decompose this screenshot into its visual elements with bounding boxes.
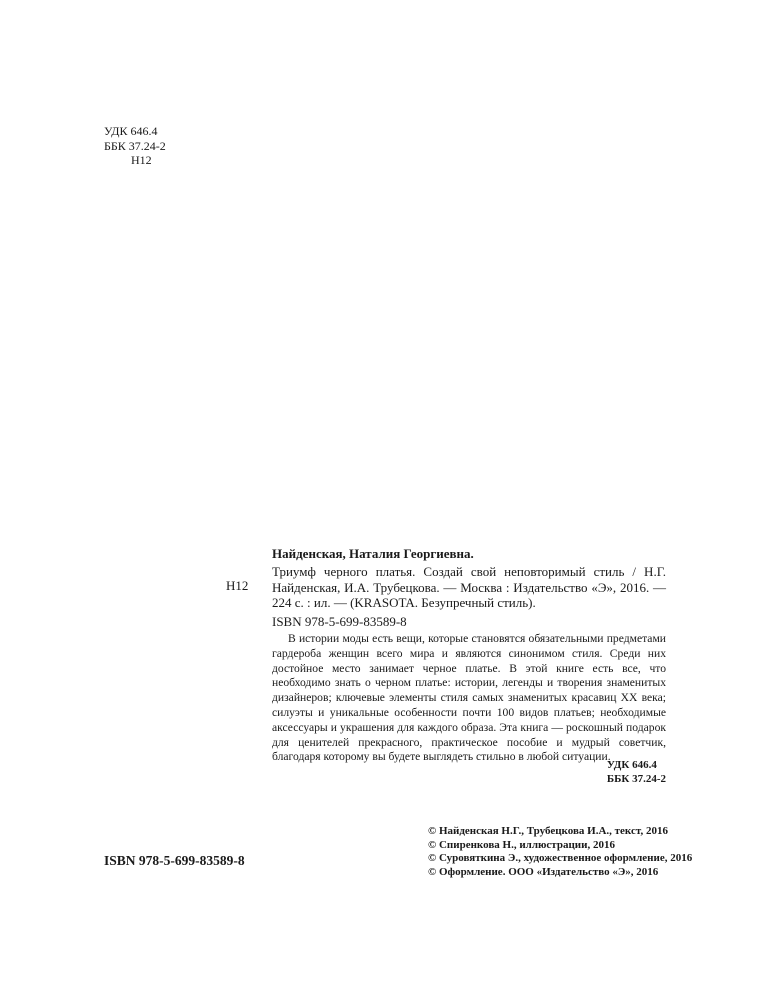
copyright-line: © Найденская Н.Г., Трубецкова И.А., текст, 2016 <box>428 825 668 837</box>
copyright-line: © Спиренкова Н., иллюстрации, 2016 <box>428 838 615 851</box>
book-annotation: В истории моды есть вещи, которые становятся обязательными предметами гардероба женщин всего мира и являются синонимом стиля. Среди них достойное место занимает черное платье. В этой книге есть все, что необходимо знать о черном платье: истории, легенды и творения знаменитых дизайнеров; ключевые элементы стиля самых знаменитых красавиц XX века; силуэты и уникальные особенности почти 100 видов платьев; необходимые аксессуары и украшения для каждого образа. Эта книга — роскошный подарок для ценителей прекрасного, практическое пособие и мудрый советчик, благодаря которому вы будете выглядеть стильно в любой ситуации. <box>272 632 666 764</box>
catalog-author: Найденская, Наталия Георгиевна. <box>272 546 474 561</box>
catalog-author-mark: Н12 <box>226 578 249 593</box>
copyright-line: © Суровяткина Э., художественное оформление, 2016 <box>428 852 693 864</box>
catalog-bbk: ББК 37.24-2 <box>606 772 666 785</box>
bbk-code: ББК 37.24-2 <box>104 138 166 153</box>
classification-block-bottom <box>607 759 666 786</box>
udk-code: УДК 646.4 <box>104 124 158 138</box>
isbn-bottom: ISBN 978-5-699-83589-8 <box>104 853 245 868</box>
copyright-line: © Оформление. ООО «Издательство «Э», 2016 <box>428 865 659 878</box>
copyright-block <box>428 825 692 879</box>
author-mark: Н12 <box>131 153 152 167</box>
classification-block-top <box>104 124 166 168</box>
bibliographic-record: Триумф черного платья. Создай свой неповторимый стиль / Н.Г. Найденская, И.А. Трубецкова. — Москва : Издательство «Э», 2016. — 224 с. : ил. — (KRASOTA. Безупречный стиль). <box>272 564 666 610</box>
catalog-isbn: ISBN 978-5-699-83589-8 <box>272 614 407 629</box>
catalog-udk: УДК 646.4 <box>606 759 657 771</box>
